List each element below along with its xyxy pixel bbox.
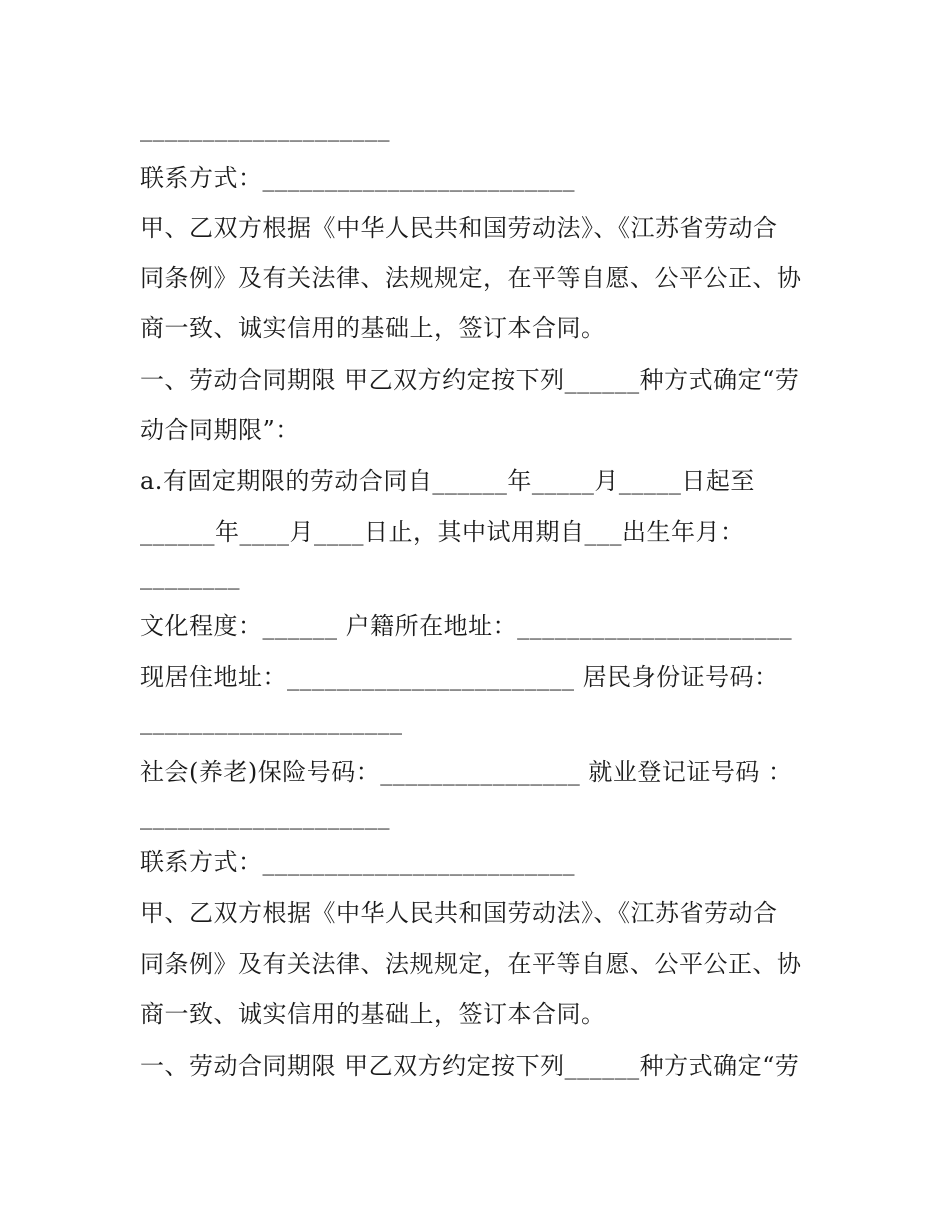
blank-line: ________: [140, 562, 240, 590]
blank-line: _____________________: [140, 707, 403, 735]
contact-line: 联系方式：_________________________: [140, 848, 575, 876]
paragraph-line: 甲、乙双方根据《中华人民共和国劳动法》、《江苏省劳动合: [140, 214, 778, 242]
education-line: 文化程度：______ 户籍所在地址：______________________: [140, 612, 793, 640]
section-heading-line: 一、劳动合同期限 甲乙双方约定按下列______种方式确定“劳: [140, 1052, 800, 1080]
paragraph-line: 商一致、诚实信用的基础上，签订本合同。: [140, 1000, 606, 1028]
paragraph-line: 同条例》及有关法律、法规规定，在平等自愿、公平公正、协: [140, 950, 802, 978]
paragraph-line: 商一致、诚实信用的基础上，签订本合同。: [140, 314, 606, 342]
term-line: ______年____月____日止，其中试用期自___出生年月：: [140, 518, 745, 546]
contact-line: 联系方式：_________________________: [140, 164, 575, 192]
address-line: 现居住地址：_______________________ 居民身份证号码：: [140, 663, 779, 691]
blank-line: ____________________: [140, 802, 390, 830]
section-heading-line: 一、劳动合同期限 甲乙双方约定按下列______种方式确定“劳: [140, 366, 800, 394]
blank-line: ____________________: [140, 114, 390, 142]
paragraph-line: 动合同期限”：: [140, 416, 300, 444]
paragraph-line: 甲、乙双方根据《中华人民共和国劳动法》、《江苏省劳动合: [140, 899, 778, 927]
insurance-line: 社会(养老)保险号码：________________ 就业登记证号码 ：: [140, 758, 793, 786]
paragraph-line: 同条例》及有关法律、法规规定，在平等自愿、公平公正、协: [140, 264, 802, 292]
term-line: a.有固定期限的劳动合同自______年_____月_____日起至: [140, 467, 755, 495]
